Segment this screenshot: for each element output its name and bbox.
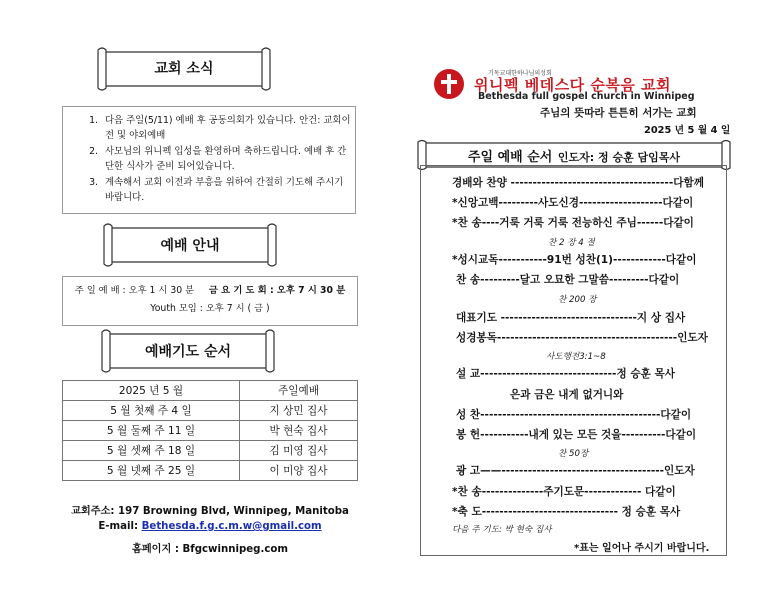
- service-friday: 금 요 기 도 회 : 오후 7 시 30 분: [208, 285, 346, 296]
- order-item: *신앙고백---------사도신경-------------------다같이: [452, 197, 694, 209]
- denomination: 기독교대한하나님의성회: [488, 70, 552, 77]
- worship-title-banner: [102, 222, 278, 268]
- order-item: *찬 송----거룩 거룩 거룩 전능하신 주님------다같이: [452, 217, 694, 229]
- church-logo-icon: [434, 69, 464, 99]
- table-cell: 박 현숙 집사: [240, 421, 358, 441]
- email-link[interactable]: Bethesda.f.g.c.m.w@gmail.com: [141, 521, 322, 532]
- table-header-cell: 주일예배: [240, 381, 358, 401]
- prayer-title-banner: [100, 328, 276, 374]
- order-item: *성시교독-----------91번 성찬(1)------------다같이: [452, 254, 697, 266]
- order-sub-item: 찬 200 장: [558, 295, 597, 305]
- service-youth: Youth 모임 : 오후 7 시 ( 금 ): [150, 303, 270, 314]
- order-item: 대표기도 -------------------------------지 상 집사: [456, 312, 686, 324]
- order-leader: 인도자: 정 승훈 담임목사: [557, 151, 681, 164]
- order-item: 경배와 찬양 -------------------------------------다함께: [452, 177, 704, 189]
- service-date: 2025 년 5 월 4 일: [644, 125, 731, 136]
- prayer-schedule-table: [62, 380, 358, 481]
- order-sub-item: 찬 2 장 4 절: [548, 238, 595, 248]
- table-cell: 5 월 넷째 주 25 일: [63, 461, 240, 481]
- table-cell: 5 월 셋째 주 18 일: [63, 441, 240, 461]
- email-line: [62, 521, 358, 532]
- prayer-title: 예배기도 순서: [144, 344, 232, 360]
- order-item: *찬 송--------------주기도문------------- 다같이: [452, 486, 676, 498]
- worship-title: 예배 안내: [160, 238, 220, 254]
- news-item: 3. 계속해서 교회 이전과 부흥을 위하여 간절히 기도해 주시기 바랍니다.: [101, 175, 355, 206]
- church-address: 교회주소: 197 Browning Blvd, Winnipeg, Manitoba: [71, 506, 349, 517]
- table-header-row: [63, 381, 358, 401]
- order-heading: [416, 146, 732, 165]
- homepage: 홈페이지 : Bfgcwinnipeg.com: [132, 544, 288, 555]
- cross-icon: [434, 69, 464, 99]
- church-name-kr: 위니펙 베데스다 순복음 교회: [474, 76, 672, 94]
- email-label: E-mail:: [98, 521, 142, 532]
- table-row: [63, 401, 358, 421]
- news-title-banner: [96, 46, 272, 92]
- table-row: [63, 421, 358, 441]
- order-item: 광 고——-------------------------------------인도자: [456, 465, 695, 477]
- order-item: *축 도------------------------------- 정 승훈 목사: [452, 506, 681, 518]
- service-info-box: [62, 276, 358, 326]
- table-row: [63, 441, 358, 461]
- table-cell: 이 미양 집사: [240, 461, 358, 481]
- table-cell: 김 미영 집사: [240, 441, 358, 461]
- news-item: 2. 사모님의 위니펙 입성을 환영하며 축하드립니다. 예배 후 간단한 식사가 준비 되어있습니다.: [101, 144, 355, 175]
- church-motto: 주님의 뜻따라 튼튼히 서가는 교회: [540, 107, 697, 119]
- sermon-title: 은과 금은 내게 없거니와: [510, 389, 624, 401]
- order-item: 설 교-------------------------------정 승훈 목사: [456, 368, 676, 380]
- footnote: *표는 일어나 주시기 바랍니다.: [574, 543, 710, 554]
- order-item: 봉 헌-----------내게 있는 모든 것을----------다같이: [456, 429, 697, 441]
- order-item: 찬 송---------달고 오묘한 그말씀---------다같이: [456, 274, 680, 286]
- table-row: [63, 461, 358, 481]
- order-item: 성경봉독-----------------------------------------인도자: [456, 332, 708, 344]
- church-name-en: Bethesda full gospel church in Winnipeg: [478, 91, 695, 102]
- order-item: 성 찬-----------------------------------------다같이: [456, 409, 692, 421]
- table-cell: 5 월 둘째 주 11 일: [63, 421, 240, 441]
- table-header-cell: 2025 년 5 월: [63, 381, 240, 401]
- order-title: 주일 예배 순서: [467, 150, 553, 165]
- table-cell: 지 상민 집사: [240, 401, 358, 421]
- service-sunday: 주 일 예 배 : 오후 1 시 30 분: [74, 285, 195, 296]
- news-box: [62, 106, 356, 214]
- next-prayer-note: 다음 주 기도: 박 현숙 집사: [452, 525, 552, 535]
- order-sub-item: 사도행전3:1~8: [546, 352, 606, 362]
- news-title: 교회 소식: [154, 61, 214, 77]
- order-sub-item: 찬 50장: [558, 449, 589, 459]
- table-cell: 5 월 첫째 주 4 일: [63, 401, 240, 421]
- news-item: 1. 다음 주일(5/11) 예배 후 공동의회가 있습니다. 안건: 교회이전 및 야외예배: [101, 113, 355, 144]
